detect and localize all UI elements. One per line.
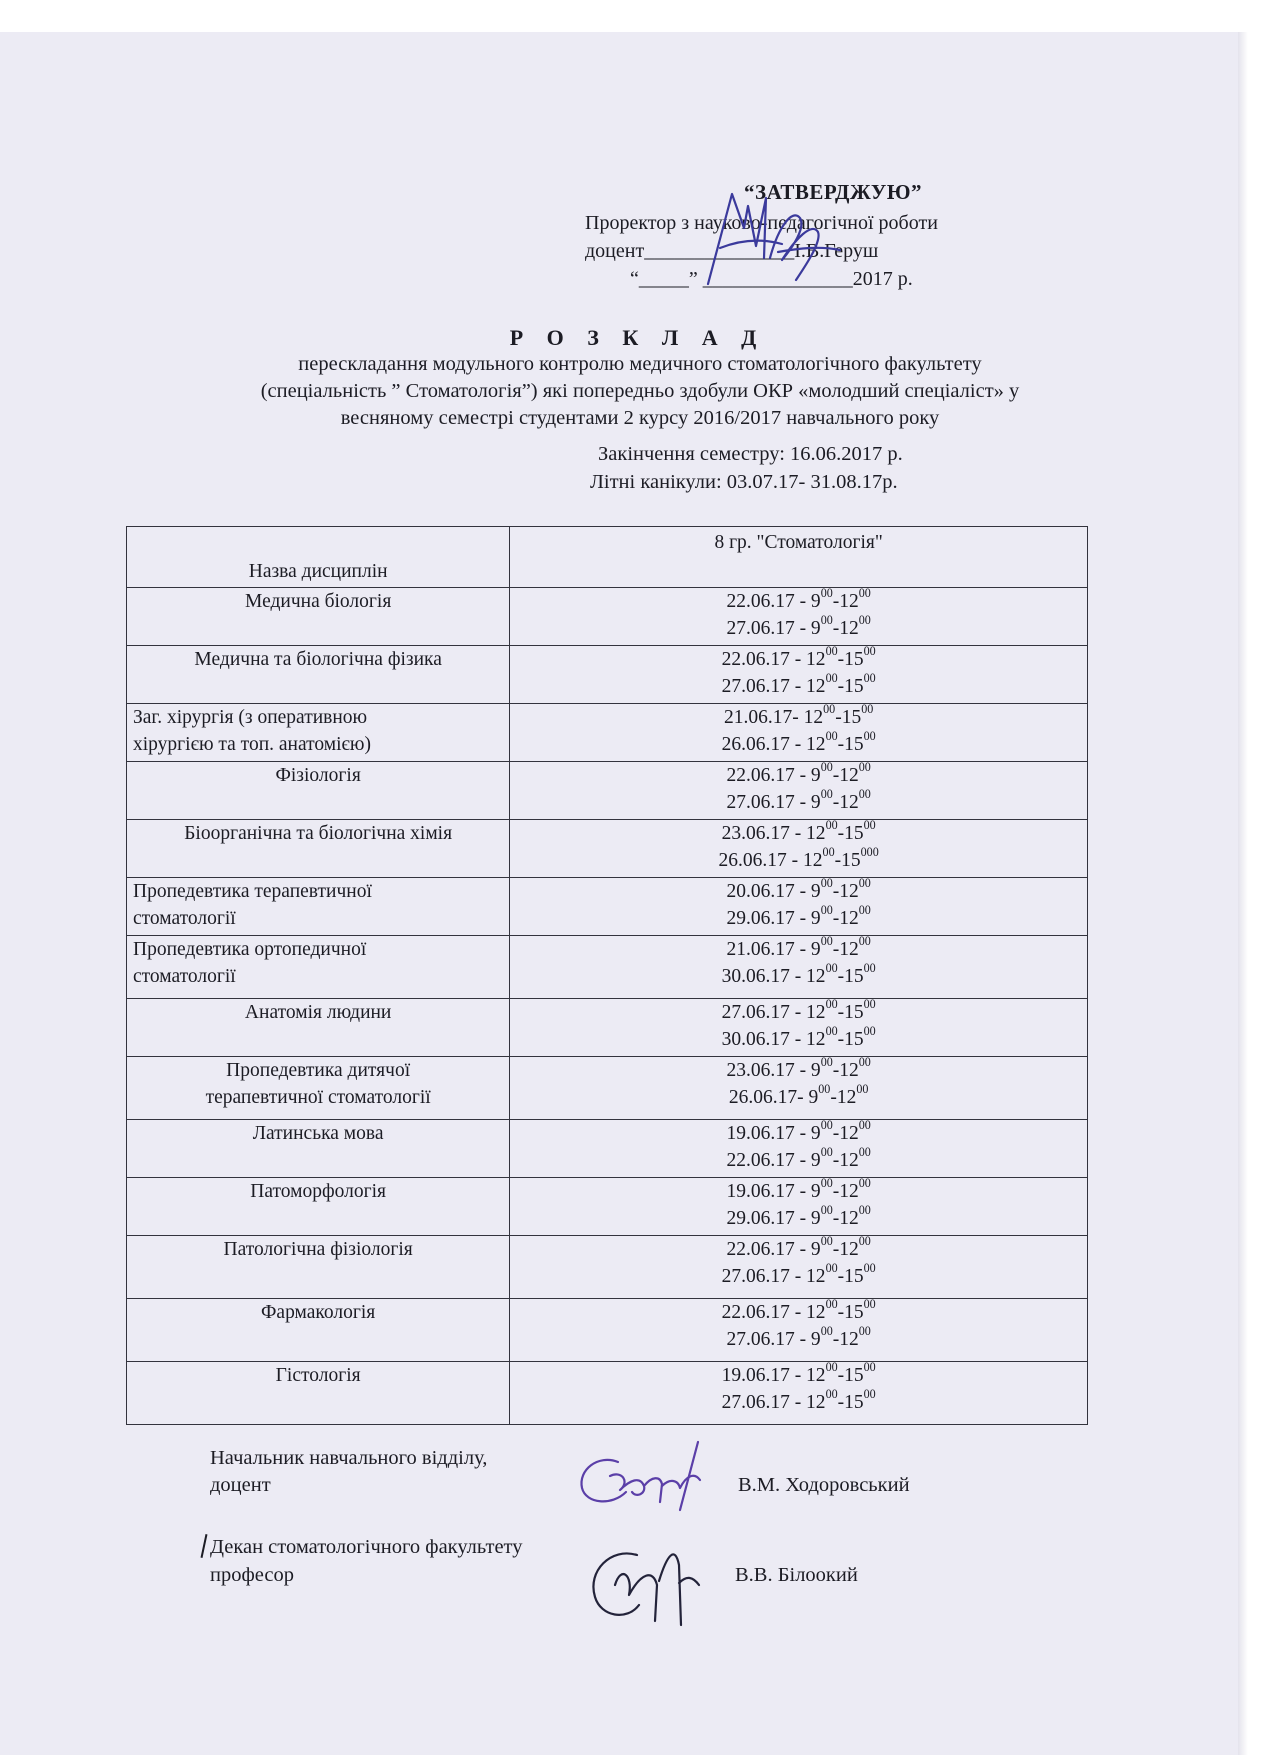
time-minutes: 00 [820,934,833,949]
schedule-cell [510,999,1088,1057]
table-row [127,936,1088,999]
time-minutes: 00 [858,1145,871,1160]
time-part: 27.06.17 - 9 [726,1329,821,1350]
time-minutes: 00 [858,1234,871,1249]
head-rank: доцент [210,1474,271,1496]
schedule-table [126,526,1088,1425]
time-part: 27.06.17 - 12 [721,1266,826,1287]
table-row [127,588,1088,646]
time-part: 27.06.17 - 12 [721,1002,826,1023]
approval-position: Проректор з науково-педагогічної роботи [585,212,938,234]
schedule-cell [510,1299,1088,1362]
subject-name: Патологічна фізіологія [223,1239,413,1260]
header-group: 8 гр. "Стоматологія" [510,527,1088,588]
dean-title: Декан стоматологічного факультету [210,1536,523,1558]
time-minutes: 00 [820,876,833,891]
time-slot [510,1299,1087,1326]
subject-cell [127,704,510,762]
time-minutes: 00 [863,997,876,1012]
time-slot [510,936,1087,963]
time-minutes: 00 [863,671,876,686]
time-slot [510,646,1087,673]
semester-end: Закінчення семестру: 16.06.2017 р. [598,443,903,465]
time-minutes: 00 [820,1203,833,1218]
subject-name: Фізіологія [275,765,361,786]
time-part: 23.06.17 - 9 [726,1060,821,1081]
time-part: 22.06.17 - 12 [721,1302,826,1323]
table-row [127,704,1088,762]
time-minutes: 00 [863,1024,876,1039]
time-part: 22.06.17 - 9 [726,591,821,612]
head-signature-image [570,1440,720,1520]
time-minutes: 00 [820,1176,833,1191]
approval-title: “ЗАТВЕРДЖУЮ” [744,180,922,204]
subject-cell [127,1299,510,1362]
time-part: -12 [832,1060,859,1081]
schedule-cell [510,820,1088,878]
time-part: -15 [837,734,864,755]
time-part: -12 [832,765,859,786]
time-minutes: 00 [863,1261,876,1276]
subject-name: Медична та біологічна фізика [194,649,442,670]
subject-name: Фармакологія [261,1302,376,1323]
time-minutes: 00 [820,613,833,628]
time-minutes: 00 [863,644,876,659]
time-minutes: 00 [820,1118,833,1133]
table-row [127,762,1088,820]
time-part: -12 [832,591,859,612]
schedule-cell [510,936,1088,999]
time-minutes: 00 [858,787,871,802]
time-part: -15 [837,1392,864,1413]
time-slot [510,1178,1087,1205]
subject-cell [127,878,510,936]
time-minutes: 00 [825,818,838,833]
schedule-cell [510,1362,1088,1425]
time-minutes: 00 [858,934,871,949]
time-part: -15 [837,1002,864,1023]
subject-name: Патоморфологія [250,1181,386,1202]
time-minutes: 00 [825,671,838,686]
time-minutes: 00 [858,586,871,601]
time-minutes: 00 [856,1082,869,1097]
time-slot [510,588,1087,615]
time-slot [510,762,1087,789]
subject-name: стоматології [133,966,236,987]
time-part: -15 [837,1302,864,1323]
document-description [140,351,1140,432]
time-part: 19.06.17 - 9 [726,1181,821,1202]
time-part: 30.06.17 - 12 [721,966,826,987]
time-minutes: 00 [858,760,871,775]
time-part: 30.06.17 - 12 [721,1029,826,1050]
time-minutes: 00 [858,1324,871,1339]
subject-cell [127,1236,510,1299]
subject-name: Анатомія людини [244,1002,392,1023]
time-slot [510,1057,1087,1084]
subject-name: хірургією та топ. анатомією) [133,734,371,755]
head-title: Начальник навчального відділу, [210,1447,488,1469]
subject-name: Пропедевтика дитячої [226,1060,411,1081]
time-part: -12 [832,1150,859,1171]
subject-cell [127,1120,510,1178]
time-slot [510,878,1087,905]
dean-rank: професор [210,1564,294,1586]
subject-cell [127,1057,510,1120]
time-minutes: 00 [863,1297,876,1312]
subject-cell [127,588,510,646]
time-minutes: 00 [825,1360,838,1375]
subject-cell [127,999,510,1057]
time-part: -12 [832,881,859,902]
schedule-cell [510,878,1088,936]
time-minutes: 00 [825,1387,838,1402]
document-title: Р О З К Л А Д [509,325,766,350]
time-minutes: 00 [863,1360,876,1375]
dean-signature-image [575,1525,715,1635]
table-row [127,1362,1088,1425]
time-part: -12 [832,1329,859,1350]
time-minutes: 00 [825,644,838,659]
time-part: -15 [837,1029,864,1050]
subject-cell [127,1178,510,1236]
time-minutes: 00 [820,787,833,802]
time-minutes: 000 [860,845,879,860]
time-part: -15 [837,823,864,844]
time-minutes: 00 [858,1176,871,1191]
time-part: -15 [837,1365,864,1386]
time-slot [510,905,1087,932]
time-part: 26.06.17- 9 [728,1087,819,1108]
time-slot [510,1084,1087,1111]
time-minutes: 00 [825,1024,838,1039]
subject-cell [127,762,510,820]
dean-name: В.В. Білоокий [735,1564,858,1586]
time-minutes: 00 [820,903,833,918]
time-minutes: 00 [863,818,876,833]
subject-name: Заг. хірургія (з оперативною [133,707,368,728]
subject-name: Пропедевтика ортопедичної [133,939,367,960]
time-slot [510,704,1087,731]
summer-vacation: Літні канікули: 03.07.17- 31.08.17р. [590,471,898,493]
time-part: -12 [832,1123,859,1144]
subject-name: Медична біологія [244,591,392,612]
time-minutes: 00 [820,1145,833,1160]
time-part: -12 [832,1239,859,1260]
time-slot [510,1389,1087,1416]
time-minutes: 00 [858,876,871,891]
time-part: 29.06.17 - 9 [726,1208,821,1229]
time-slot [510,673,1087,700]
schedule-cell [510,762,1088,820]
time-part: 22.06.17 - 9 [726,1150,821,1171]
schedule-cell [510,588,1088,646]
description-line: (спеціальність ” Стоматологія”) які попередньо здобули ОКР «молодший спеціаліст» у [260,380,1020,402]
time-slot [510,963,1087,990]
time-part: -15 [837,649,864,670]
time-minutes: 00 [825,1261,838,1276]
time-minutes: 00 [858,1118,871,1133]
time-part: -12 [832,618,859,639]
time-minutes: 00 [820,760,833,775]
subject-name: Латинська мова [252,1123,384,1144]
time-part: 21.06.17 - 9 [726,939,821,960]
description-line: перескладання модульного контролю медичного стоматологічного факультету [298,353,982,375]
time-slot [510,615,1087,642]
table-row [127,820,1088,878]
table-row [127,1178,1088,1236]
schedule-cell [510,1236,1088,1299]
time-slot [510,731,1087,758]
time-minutes: 00 [820,1234,833,1249]
time-part: -12 [832,1181,859,1202]
time-minutes: 00 [861,702,874,717]
time-part: 27.06.17 - 9 [726,792,821,813]
schedule-cell [510,1057,1088,1120]
time-part: 27.06.17 - 12 [721,1392,826,1413]
subject-name: Пропедевтика терапевтичної [133,881,372,902]
schedule-cell [510,1120,1088,1178]
time-minutes: 00 [863,729,876,744]
table-row [127,1236,1088,1299]
table-row [127,1120,1088,1178]
time-slot [510,1326,1087,1353]
time-minutes: 00 [818,1082,831,1097]
time-part: -12 [830,1087,857,1108]
time-minutes: 00 [825,997,838,1012]
time-slot [510,1263,1087,1290]
table-row [127,646,1088,704]
time-part: 23.06.17 - 12 [721,823,826,844]
time-part: 26.06.17 - 12 [721,734,826,755]
approval-signatory: доцент_______________І.В.Геруш [585,240,879,262]
time-minutes: 00 [825,1297,838,1312]
time-minutes: 00 [858,1203,871,1218]
table-header-row [127,527,1088,588]
table-row [127,999,1088,1057]
time-slot [510,999,1087,1026]
time-part: 22.06.17 - 9 [726,765,821,786]
schedule-cell [510,704,1088,762]
time-minutes: 00 [823,702,836,717]
time-slot [510,1236,1087,1263]
time-minutes: 00 [825,729,838,744]
time-slot [510,1362,1087,1389]
table-row [127,1057,1088,1120]
time-part: 19.06.17 - 9 [726,1123,821,1144]
time-part: -15 [837,966,864,987]
time-slot [510,820,1087,847]
subject-cell [127,936,510,999]
schedule-cell [510,1178,1088,1236]
subject-cell [127,820,510,878]
description-line: весняному семестрі студентами 2 курсу 2016/2017 навчального року [340,407,940,429]
time-part: -15 [834,850,861,871]
prorector-signature-image [700,188,850,298]
time-minutes: 00 [858,1055,871,1070]
time-part: 22.06.17 - 12 [721,649,826,670]
time-part: 19.06.17 - 12 [721,1365,826,1386]
time-part: -12 [832,939,859,960]
time-minutes: 00 [822,845,835,860]
time-slot [510,847,1087,874]
time-part: 29.06.17 - 9 [726,908,821,929]
subject-name: Біоорганічна та біологічна хімія [184,823,453,844]
table-row [127,1299,1088,1362]
time-part: -12 [832,908,859,929]
table-row [127,878,1088,936]
time-slot [510,1026,1087,1053]
time-slot [510,1205,1087,1232]
approval-date: “_____” _______________2017 р. [630,268,913,290]
time-part: 27.06.17 - 9 [726,618,821,639]
head-name: В.М. Ходоровський [738,1474,910,1496]
time-part: 26.06.17 - 12 [718,850,823,871]
subject-name: стоматології [133,908,236,929]
subject-name: Гістологія [275,1365,361,1386]
time-part: 21.06.17- 12 [724,707,824,728]
time-part: -15 [837,676,864,697]
time-part: -12 [832,792,859,813]
time-part: -12 [832,1208,859,1229]
time-part: 22.06.17 - 9 [726,1239,821,1260]
time-part: 27.06.17 - 12 [721,676,826,697]
header-subject: Назва дисциплін [127,527,510,588]
time-minutes: 00 [863,1387,876,1402]
time-minutes: 00 [825,961,838,976]
time-minutes: 00 [820,1055,833,1070]
time-minutes: 00 [820,1324,833,1339]
time-part: -15 [835,707,862,728]
time-minutes: 00 [858,613,871,628]
time-minutes: 00 [820,586,833,601]
time-part: -15 [837,1266,864,1287]
time-minutes: 00 [858,903,871,918]
time-slot [510,789,1087,816]
time-minutes: 00 [863,961,876,976]
schedule-cell [510,646,1088,704]
time-slot [510,1147,1087,1174]
time-part: 20.06.17 - 9 [726,881,821,902]
time-slot [510,1120,1087,1147]
subject-name: терапевтичної стоматології [205,1087,431,1108]
subject-cell [127,1362,510,1425]
subject-cell [127,646,510,704]
